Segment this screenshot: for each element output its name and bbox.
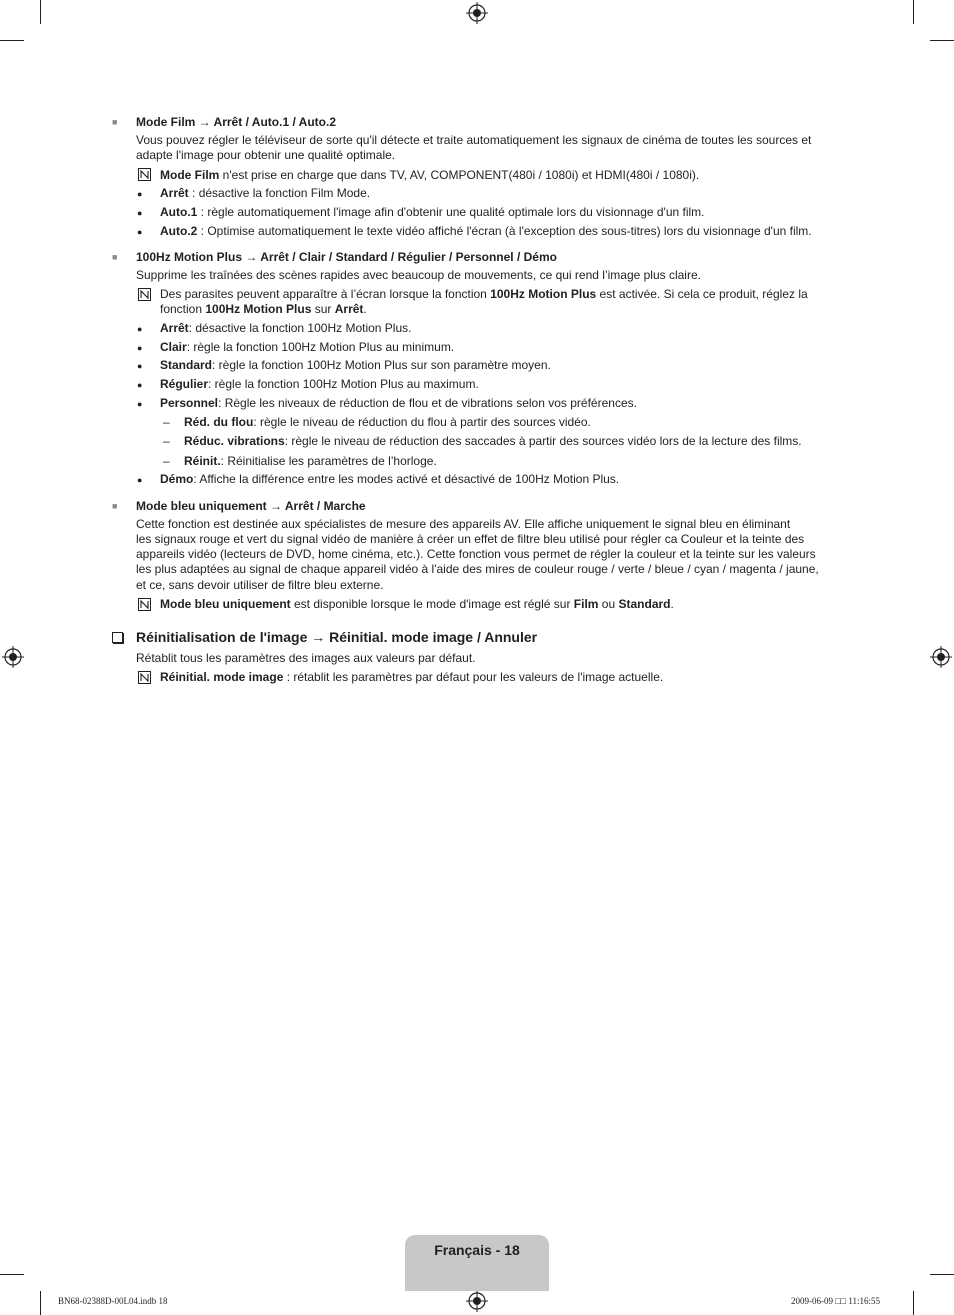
note-text: Mode Film n'est prise en charge que dans TV, AV, COMPONENT(480i / 1080i) et HDMI(480i / 1080i).: [160, 168, 700, 182]
section-description: appareils vidéo (lecteurs de DVD, home cinéma, etc.). Cette fonction vous permet de régler la couleur et la teinte sur les valeurs: [136, 547, 816, 561]
note-icon: [138, 288, 151, 301]
note-icon: [138, 168, 151, 181]
crop-mark: [913, 0, 914, 24]
bullet-icon: ●: [137, 475, 143, 485]
crop-mark: [40, 0, 41, 24]
registration-mark-icon: [2, 646, 24, 668]
note-text: Réinitial. mode image : rétablit les paramètres par défaut pour les valeurs de l'image actuelle.: [160, 670, 664, 684]
dash-bullet-icon: –: [163, 415, 170, 429]
list-item: Arrêt : désactive la fonction Film Mode.: [160, 186, 371, 200]
list-item: Personnel: Règle les niveaux de réduction de flou et de vibrations selon vos préférences.: [160, 396, 637, 410]
page-number: Français - 18: [434, 1242, 520, 1258]
list-item: Auto.2 : Optimise automatiquement le texte vidéo affiché l'écran (à l'exception des sous-titres) lors du visionnage d'un film.: [160, 224, 812, 238]
section-description: Rétablit tous les paramètres des images aux valeurs par défaut.: [136, 651, 476, 665]
section-description: Supprime les traînées des scènes rapides avec beaucoup de mouvements, ce qui rend l’image plus claire.: [136, 268, 701, 282]
list-item: Démo: Affiche la différence entre les modes activé et désactivé de 100Hz Motion Plus.: [160, 472, 620, 486]
crop-mark: [0, 40, 24, 41]
note-text: Des parasites peuvent apparaître à l’écran lorsque la fonction 100Hz Motion Plus est activée. Si cela ce produit, réglez la: [160, 287, 808, 301]
page-number-tab: [405, 1235, 549, 1291]
bullet-icon: ●: [137, 343, 143, 353]
list-item: Arrêt: désactive la fonction 100Hz Motion Plus.: [160, 321, 412, 335]
footer-file-info: BN68-02388D-00L04.indb 18: [58, 1296, 168, 1306]
sub-list-item: Réinit.: Réinitialise les paramètres de l’horloge.: [184, 454, 437, 468]
section-title: Réinitialisation de l'image → Réinitial. mode image / Annuler: [136, 629, 538, 645]
bullet-icon: ●: [137, 189, 143, 199]
section-description: Cette fonction est destinée aux spécialistes de mesure des appareils AV. Elle affiche uniquement le signal bleu en éliminant: [136, 517, 791, 531]
list-item: Clair: règle la fonction 100Hz Motion Plus au minimum.: [160, 340, 455, 354]
note-text: fonction 100Hz Motion Plus sur Arrêt.: [160, 302, 367, 316]
section-description: les signaux rouge et vert du signal vidéo de manière à créer un effet de filtre bleu utilisé pour régler ca Couleur et la teinte des: [136, 532, 805, 546]
note-text: Mode bleu uniquement est disponible lorsque le mode d'image est réglé sur Film ou Standard.: [160, 597, 674, 611]
list-item: Auto.1 : règle automatiquement l'image afin d'obtenir une qualité optimale lors du visionnage d'un film.: [160, 205, 705, 219]
square-bullet-icon: ■: [112, 501, 118, 511]
bullet-icon: ●: [137, 227, 143, 237]
crop-mark: [40, 1291, 41, 1315]
bullet-icon: ●: [137, 208, 143, 218]
section-heading: Mode Film → Arrêt / Auto.1 / Auto.2: [136, 115, 337, 129]
bullet-icon: ●: [137, 361, 143, 371]
crop-mark: [930, 40, 954, 41]
section-heading: Mode bleu uniquement → Arrêt / Marche: [136, 499, 366, 513]
square-bullet-icon: ■: [112, 252, 118, 262]
bullet-icon: ●: [137, 380, 143, 390]
note-icon: [138, 598, 151, 611]
crop-mark: [0, 1274, 24, 1275]
checkbox-bullet-icon: [112, 632, 123, 643]
list-item: Régulier: règle la fonction 100Hz Motion Plus au maximum.: [160, 377, 479, 391]
crop-mark: [930, 1274, 954, 1275]
registration-mark-icon: [466, 2, 488, 24]
section-description: Vous pouvez régler le téléviseur de sorte qu'il détecte et traite automatiquement les signaux de cinéma de toutes les sources et: [136, 133, 812, 147]
registration-mark-icon: [930, 646, 952, 668]
footer-timestamp: 2009-06-09 □□ 11:16:55: [791, 1296, 881, 1306]
list-item: Standard: règle la fonction 100Hz Motion Plus sur son paramètre moyen.: [160, 358, 551, 372]
section-description: et ce, sans devoir utiliser de filtre bleu externe.: [136, 578, 384, 592]
section-description: les plus adaptées au signal de chaque appareil vidéo à l'aide des mires de couleur rouge / verte / bleue / cyan / magenta / jaune,: [136, 562, 819, 576]
dash-bullet-icon: –: [163, 454, 170, 468]
section-description: adapte l'image pour obtenir une qualité optimale.: [136, 148, 396, 162]
sub-list-item: Réd. du flou: règle le niveau de réduction du flou à partir des sources vidéo.: [184, 415, 591, 429]
note-icon: [138, 671, 151, 684]
square-bullet-icon: ■: [112, 117, 118, 127]
section-heading: 100Hz Motion Plus → Arrêt / Clair / Standard / Régulier / Personnel / Démo: [136, 250, 557, 264]
sub-list-item: Réduc. vibrations: règle le niveau de réduction des saccades à partir des sources vidéo lors de la lecture des films.: [184, 434, 802, 448]
crop-mark: [913, 1291, 914, 1315]
bullet-icon: ●: [137, 399, 143, 409]
dash-bullet-icon: –: [163, 434, 170, 448]
bullet-icon: ●: [137, 324, 143, 334]
registration-mark-icon: [466, 1290, 488, 1312]
